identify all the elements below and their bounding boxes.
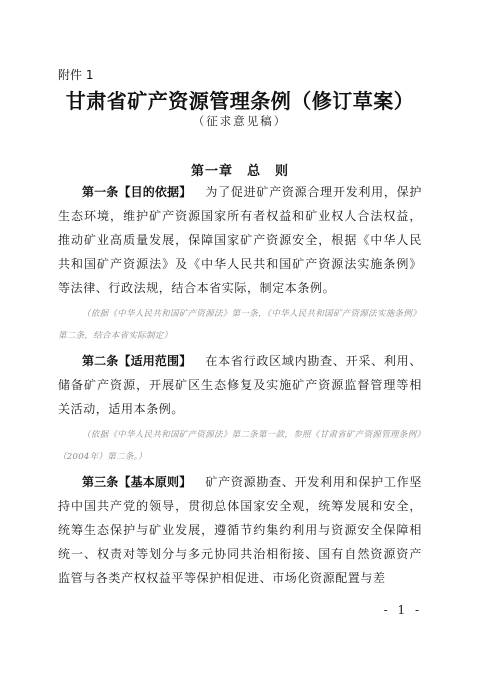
- article-3-body: 矿产资源勘查、开发利用和保护工作坚持中国共产党的领导，贯彻总体国家安全观，统筹发展和安全，统筹生态保护与矿业发展，遵循节约集约利用与资源安全保障相统一、权责对等划分与多元协同共治相衔接、国有自然资源资产监管与各类产权权益平等保护相促进、市场化资源配置与差: [58, 475, 422, 585]
- article-2: [58, 349, 422, 421]
- document-subtitle: （征求意见稿）: [192, 114, 288, 128]
- page-number: - 1 -: [383, 603, 422, 617]
- article-2-note-text: （依据《中华人民共和国矿产资源法》第二条第一款，参照《甘肃省矿产资源管理条例》（2004年）第二条。）: [58, 430, 421, 462]
- article-1: [58, 180, 422, 300]
- chapter-heading: 第一章 总 则: [190, 164, 289, 179]
- article-3-heading: 第三条【基本原则】: [82, 475, 192, 489]
- article-1-body: 为了促进矿产资源合理开发利用，保护生态环境，维护矿产资源国家所有者权益和矿业权人合法权益，推动矿业高质量发展，保障国家矿产资源安全，根据《中华人民共和国矿产资源法》及《中华人民共和国矿产资源法实施条例》等法律、行政法规，结合本省实际，制定本条例。: [58, 185, 422, 295]
- attachment-label: 附件 1: [58, 68, 94, 82]
- article-2-note: [58, 424, 422, 468]
- article-2-heading: 第二条【适用范围】: [82, 354, 192, 368]
- document-title: 甘肃省矿产资源管理条例（修订草案）: [65, 89, 415, 113]
- article-1-note-text: （依据《中华人民共和国矿产资源法》第一条，《中华人民共和国矿产资源法实施条例》第二条，结合本省实际制定）: [58, 309, 421, 341]
- article-3: [58, 470, 422, 590]
- article-1-note: [58, 303, 422, 347]
- article-1-heading: 第一条【目的依据】: [82, 185, 192, 199]
- article-2-body: 在本省行政区域内勘查、开采、利用、储备矿产资源，开展矿区生态修复及实施矿产资源监督管理等相关活动，适用本条例。: [58, 354, 422, 416]
